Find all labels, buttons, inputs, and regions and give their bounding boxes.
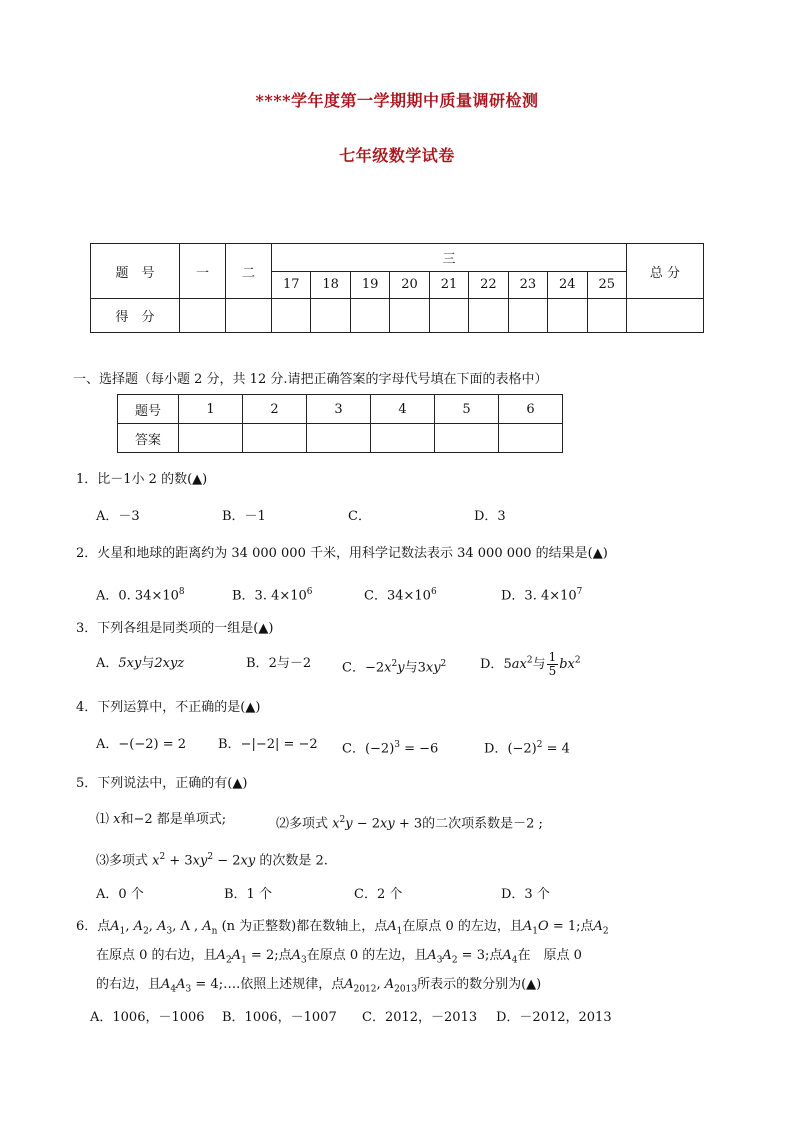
q3-a-mid: 与 — [141, 656, 155, 671]
q3-fraction — [547, 651, 559, 678]
q5-s2-pre: ⑵多项式 — [276, 816, 329, 832]
q2-d-exp: 7 — [576, 587, 583, 597]
q4-d-pre: D． — [484, 741, 508, 757]
score-cell — [548, 299, 587, 333]
q4-c-exp: 3 — [394, 740, 400, 750]
section1-heading: 一、选择题（每小题 2 分，共 12 分.请把正确答案的字母代号填在下面的表格中） — [73, 372, 548, 387]
score-cell — [508, 299, 547, 333]
q3-options — [96, 651, 736, 685]
q5-stem: 5．下列说法中，正确的有(▲) — [76, 776, 248, 791]
q3-d-mid: 与 — [532, 657, 546, 672]
q6-l2-mid2: 在原点 0 的左边，且 — [306, 948, 428, 963]
score-cell — [226, 299, 272, 333]
q6-option-a: A．1006，－1006 — [90, 1010, 205, 1025]
exam-title: ****学年度第一学期期中质量调研检测 — [255, 91, 539, 110]
q3-b-text: 2与－2 — [268, 656, 312, 671]
q6-l3-mid: ;….依照上述规律，点 — [218, 977, 345, 992]
score-subcol: 23 — [508, 271, 547, 299]
answer-cell[interactable] — [307, 424, 371, 453]
q4-stem: 4．下列运算中，不正确的是(▲) — [76, 700, 261, 715]
q6-option-b: B．1006，－1007 — [222, 1010, 337, 1025]
score-cell — [469, 299, 508, 333]
q6-l1-mid: (n 为正整数)都在数轴上，点 — [221, 919, 388, 934]
q6-l1-end: ;点 — [576, 919, 594, 934]
q4-d-base: (−2) — [507, 741, 537, 757]
score-col-two: 二 — [226, 244, 272, 299]
score-subcol: 22 — [469, 271, 508, 299]
score-cell — [350, 299, 389, 333]
q2-a-exp: 8 — [178, 587, 185, 597]
q6-line2: 在原点 0 的右边，且$A_2A_1 = 2$;点$A_3$在原点 0 的左边，且$A_3A_2 = 3$;点$A_4$在 原点 0 — [96, 948, 582, 966]
answer-row-label: 答案 — [118, 424, 179, 453]
answer-number: 2 — [243, 395, 307, 424]
score-cell — [627, 299, 704, 333]
q4-a-expr: −(−2) = 2 — [118, 737, 187, 752]
q4-a-pre: A． — [96, 737, 119, 752]
q5-option-a: A．0 个 — [96, 887, 144, 902]
q5-option-d: D．3 个 — [501, 887, 550, 902]
answer-cell[interactable] — [179, 424, 243, 453]
q3-c-pre: C． — [342, 660, 365, 676]
q6-option-c: C．2012，－2013 — [362, 1010, 478, 1025]
score-cell — [390, 299, 429, 333]
score-cell — [311, 299, 350, 333]
q6-line1: 6．点$A_1$, $A_2$, $A_3$, Λ , $A_n$ (n 为正整数)都在数轴上，点$A_1$在原点 0 的左边，且$A_1O = 1$;点$A_2$ — [76, 919, 609, 937]
q4-option-c — [342, 736, 438, 758]
answer-cell[interactable] — [499, 424, 563, 453]
score-subcol: 19 — [350, 271, 389, 299]
q6-option-d: D．－2012，2013 — [496, 1010, 612, 1025]
q3-option-c: C．$-2x^2y$与$3xy^2$ — [342, 659, 447, 676]
q2-stem: 2．火星和地球的距离约为 34 000 000 千米，用科学记数法表示 34 000 000 的结果是(▲) — [76, 546, 608, 561]
q4-c-rest: = −6 — [400, 741, 439, 757]
q4-d-rest: = 4 — [542, 741, 570, 757]
q4-d-exp: 2 — [536, 740, 543, 750]
answer-number: 6 — [499, 395, 563, 424]
score-subcol: 21 — [429, 271, 468, 299]
q2-option-a — [96, 583, 185, 605]
q4-b-expr: −|−2| = −2 — [240, 737, 318, 752]
score-cell — [272, 299, 311, 333]
score-subcol: 20 — [390, 271, 429, 299]
q3-a-math1: 5xy — [118, 656, 142, 671]
score-col-one: 一 — [180, 244, 226, 299]
q5-statement-2: ⑵多项式 $x^2y - 2xy + 3$的二次项系数是－2 ; — [276, 815, 543, 832]
q1-option-c: C． — [348, 509, 371, 524]
q5-option-b: B．1 个 — [224, 887, 272, 902]
q3-a-pre: A． — [96, 656, 119, 671]
q4-c-pre: C． — [342, 741, 365, 757]
q4-c-base: (−2) — [364, 741, 395, 757]
q5-s3-text: 的次数是 2. — [259, 853, 328, 869]
q5-statement-1: ⑴ x和−2 都是单项式; — [96, 812, 227, 827]
q3-frac-num: 1 — [548, 650, 557, 664]
q6-l2-mid: ;点 — [274, 948, 292, 963]
q3-option-b — [246, 655, 311, 673]
q4-b-pre: B． — [218, 737, 241, 752]
q4-option-d — [484, 736, 570, 758]
score-col-three: 三 — [272, 244, 627, 272]
q1-option-d: D．3 — [474, 509, 506, 524]
q1-option-a: A．－3 — [96, 509, 140, 524]
q6-l2-mid3: ;点 — [484, 948, 503, 963]
answer-cell[interactable] — [435, 424, 499, 453]
q4-option-b — [218, 736, 318, 754]
q2-d-base: D．3. 4×10 — [501, 588, 577, 604]
q2-a-base: A．0. 34×10 — [96, 588, 179, 604]
q6-l2-end: 在 原点 0 — [517, 948, 582, 963]
q2-option-d — [501, 583, 582, 605]
q2-c-exp: 6 — [430, 587, 437, 597]
score-table — [90, 243, 704, 333]
q1-option-b: B．－1 — [222, 509, 266, 524]
q5-s1-pre: ⑴ — [96, 812, 110, 827]
answer-row-label: 题号 — [118, 395, 179, 424]
q3-b-pre: B． — [246, 656, 269, 671]
answer-number: 4 — [371, 395, 435, 424]
q1-stem: 1．比－1小 2 的数(▲) — [76, 472, 208, 487]
score-label-score: 得 分 — [91, 299, 180, 333]
exam-subtitle: 七年级数学试卷 — [339, 146, 455, 165]
q6-l3-pre: 的右边，且 — [96, 977, 162, 992]
answer-table — [117, 394, 563, 453]
score-cell — [587, 299, 627, 333]
q6-line3: 的右边，且$A_4A_3$ = 4;….依照上述规律，点$A_{2012}$, $A_{2013}$所表示的数分别为(▲) — [96, 977, 542, 995]
q6-l2-pre: 在原点 0 的右边，且 — [96, 948, 217, 963]
q2-b-exp: 6 — [306, 587, 313, 597]
score-subcol: 24 — [548, 271, 587, 299]
q3-option-a — [96, 655, 184, 673]
score-cell — [429, 299, 468, 333]
answer-number: 3 — [307, 395, 371, 424]
q3-c-mid: 与 — [404, 660, 418, 676]
q5-s1-text: 和−2 都是单项式; — [120, 812, 227, 827]
score-col-total: 总 分 — [627, 244, 704, 299]
q4-option-a — [96, 736, 186, 754]
q6-l1-mid2: 在原点 0 的左边，且 — [402, 919, 523, 934]
answer-cell[interactable] — [371, 424, 435, 453]
q3-option-d: D．$5ax^2$与 $\frac{1}{5}$ $bx^2$ — [480, 650, 581, 678]
score-subcol: 25 — [587, 271, 627, 299]
q5-s2-text: 的二次项系数是－2 ; — [422, 816, 543, 832]
q2-b-base: B．3. 4×10 — [232, 588, 307, 604]
q2-c-base: C．34×10 — [364, 588, 431, 604]
score-cell — [180, 299, 226, 333]
q6-l3-end: 所表示的数分别为(▲) — [417, 977, 542, 992]
q5-statement-3: ⑶多项式 $x^2 + 3xy^2 - 2xy$ 的次数是 2. — [96, 852, 328, 869]
score-label-question: 题 号 — [91, 244, 180, 299]
q3-a-math2: 2xyz — [154, 656, 185, 671]
q3-d-pre: D． — [480, 657, 504, 672]
q6-l1-pre: 6．点 — [76, 919, 111, 934]
q2-option-b — [232, 583, 313, 605]
score-subcol: 18 — [311, 271, 350, 299]
q5-s3-pre: ⑶多项式 — [96, 853, 149, 869]
q3-frac-den: 5 — [548, 664, 557, 678]
answer-cell[interactable] — [243, 424, 307, 453]
answer-number: 1 — [179, 395, 243, 424]
q5-option-c: C．2 个 — [354, 887, 403, 902]
answer-number: 5 — [435, 395, 499, 424]
q2-option-c — [364, 583, 437, 605]
score-subcol: 17 — [272, 271, 311, 299]
q3-stem: 3．下列各组是同类项的一组是(▲) — [76, 621, 274, 636]
